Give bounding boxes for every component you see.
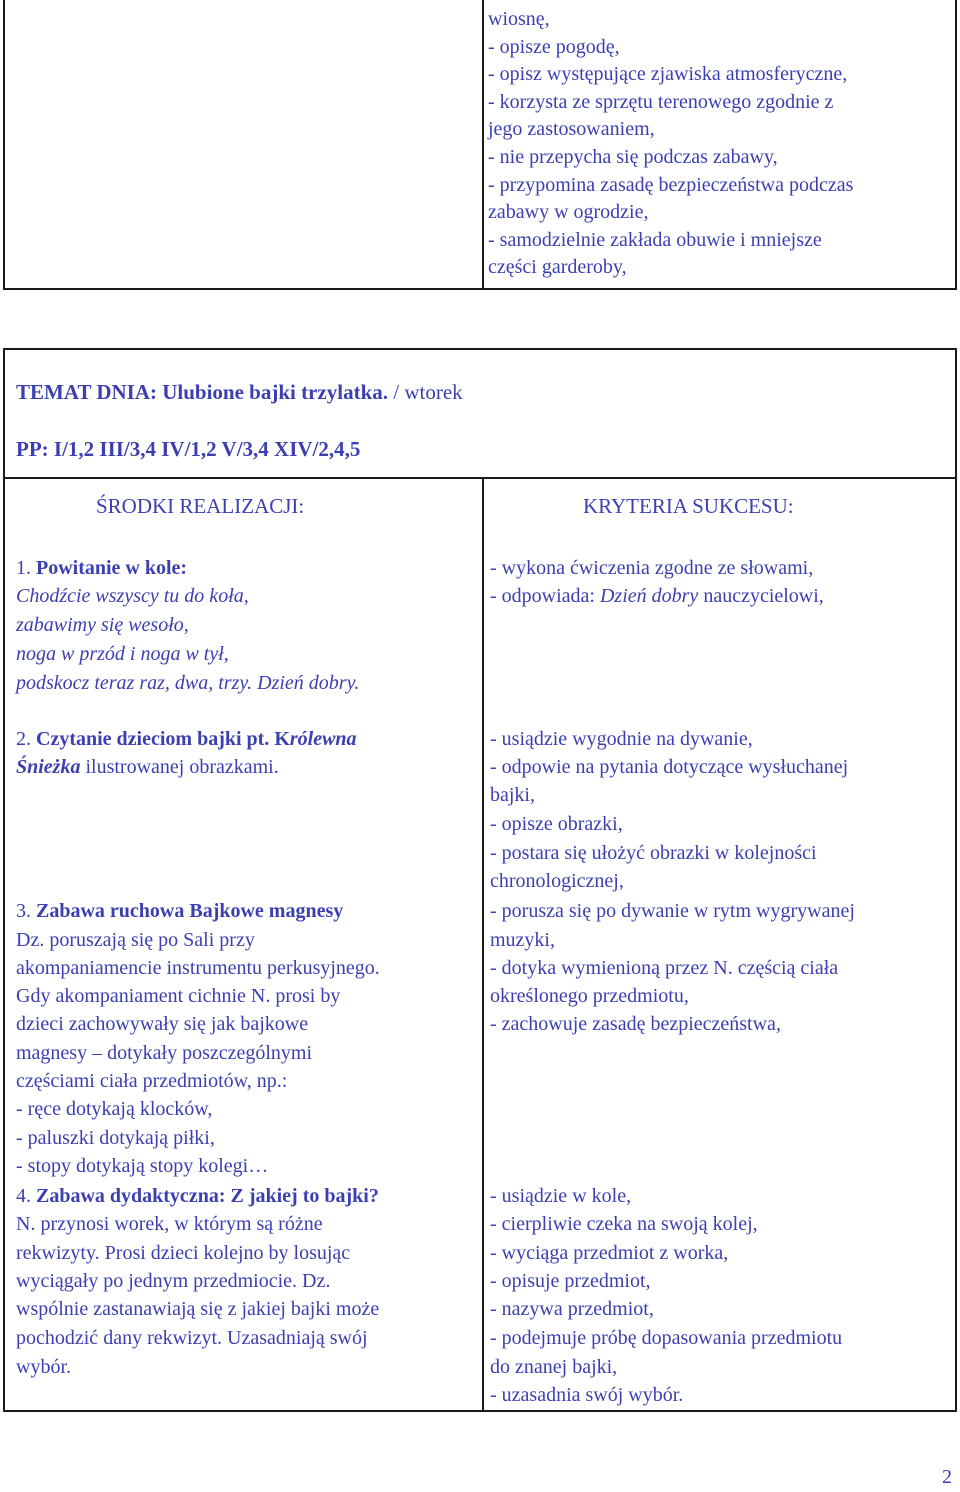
top-line: - opisz występujące zjawiska atmosferyczne, [488, 63, 848, 86]
activity-3-line: dzieci zachowywały się jak bajkowe [16, 1013, 309, 1035]
criteria-line: do znanej bajki, [490, 1356, 618, 1378]
activity-4-line: wyciągały po jednym przedmiocie. Dz. [16, 1270, 331, 1292]
activity-4-line: N. przynosi worek, w którym są różne [16, 1213, 323, 1235]
criteria-line: - usiądzie wygodnie na dywanie, [490, 728, 753, 750]
column-divider [482, 479, 484, 1410]
activity-4-title [16, 1183, 379, 1210]
criteria-line: - postara się ułożyć obrazki w kolejności [490, 842, 817, 864]
activity-2-line [16, 754, 279, 781]
criteria-line: - wyciąga przedmiot z worka, [490, 1242, 729, 1264]
criteria-line: - opisuje przedmiot, [490, 1270, 651, 1292]
criteria-line [490, 583, 824, 610]
activity-number: 2. [16, 728, 36, 750]
activity-3-line: - paluszki dotykają piłki, [16, 1127, 215, 1149]
activity-number: 3. [16, 900, 36, 922]
column-divider [482, 0, 484, 288]
criteria-line: bajki, [490, 784, 535, 806]
activity-3-line: magnesy – dotykały poszczególnymi [16, 1042, 313, 1064]
book-title-part: Śnieżka [16, 756, 81, 778]
activity-title: Zabawa dydaktyczna: Z jakiej to bajki? [36, 1185, 379, 1207]
criteria-line: chronologicznej, [490, 870, 624, 892]
activity-4-line: pochodzić dany rekwizyt. Uzasadniają swój [16, 1327, 368, 1349]
criteria-line: - dotyka wymienioną przez N. częścią ciała [490, 957, 839, 979]
poem-line: noga w przód i noga w tył, [16, 643, 229, 665]
criteria-text: - odpowiada: [490, 585, 600, 607]
activity-title-k: K [274, 728, 290, 750]
activity-number: 4. [16, 1185, 36, 1207]
topic-day: / wtorek [388, 380, 463, 404]
top-line: wiosnę, [488, 8, 550, 30]
activity-title: Powitanie w kole: [36, 557, 188, 579]
activity-4-line: wybór. [16, 1356, 71, 1378]
activity-3-line: - ręce dotykają klocków, [16, 1098, 213, 1120]
activity-title: Zabawa ruchowa Bajkowe magnesy [36, 900, 344, 922]
criteria-line: - odpowie na pytania dotyczące wysłuchanej [490, 756, 849, 778]
criteria-line: - porusza się po dywanie w rytm wygrywanej [490, 900, 855, 922]
top-line: - samodzielnie zakłada obuwie i mniejsze [488, 228, 822, 251]
top-right-cell [488, 6, 948, 282]
activity-number: 1. [16, 557, 36, 579]
top-line: - opisze pogodę, [488, 35, 620, 58]
activity-4-line: wspólnie zastanawiają się z jakiej bajki może [16, 1298, 380, 1320]
page-number: 2 [942, 1466, 952, 1488]
criteria-line: - zachowuje zasadę bezpieczeństwa, [490, 1013, 781, 1035]
top-line: - przypomina zasadę bezpieczeństwa podczas [488, 173, 854, 196]
activity-3-line: Dz. poruszają się po Sali przy [16, 929, 255, 951]
criteria-greeting: Dzień dobry [599, 585, 699, 607]
poem-line: zabawimy się wesoło, [16, 614, 189, 636]
top-line: jego zastosowaniem, [488, 118, 655, 141]
criteria-text: nauczycielowi, [698, 585, 824, 607]
activity-3-line: częściami ciała przedmiotów, np.: [16, 1070, 288, 1092]
activity-text: ilustrowanej obrazkami. [80, 756, 279, 778]
poem-line: podskocz teraz raz, dwa, trzy. Dzień dobry. [16, 672, 360, 694]
criteria-line: - usiądzie w kole, [490, 1185, 632, 1207]
criteria-line: - wykona ćwiczenia zgodne ze słowami, [490, 557, 814, 579]
left-column-title: ŚRODKI REALIZACJI: [96, 494, 305, 518]
right-column-title: KRYTERIA SUKCESU: [583, 494, 794, 518]
activity-3-title [16, 898, 343, 925]
activity-title: Czytanie dzieciom bajki pt. [36, 728, 275, 750]
header-divider [5, 477, 955, 479]
top-line: - korzysta ze sprzętu terenowego zgodnie z [488, 90, 834, 113]
top-line: części garderoby, [488, 256, 627, 279]
activity-1-title [16, 555, 187, 582]
topic-heading [16, 379, 463, 406]
criteria-line: - nazywa przedmiot, [490, 1298, 654, 1320]
criteria-line: muzyki, [490, 929, 555, 951]
criteria-line: - podejmuje próbę dopasowania przedmiotu [490, 1327, 843, 1349]
criteria-line: - cierpliwie czeka na swoją kolej, [490, 1213, 758, 1235]
top-line: zabawy w ogrodzie, [488, 201, 649, 224]
criteria-line: - uzasadnia swój wybór. [490, 1384, 684, 1406]
criteria-line: - opisze obrazki, [490, 813, 623, 835]
criteria-line: określonego przedmiotu, [490, 985, 689, 1007]
top-line: - nie przepycha się podczas zabawy, [488, 145, 778, 168]
core-curriculum: PP: I/1,2 III/3,4 IV/1,2 V/3,4 XIV/2,4,5 [16, 437, 361, 461]
topic-label: TEMAT DNIA: Ulubione bajki trzylatka. [16, 380, 389, 404]
book-title-part: rólewna [289, 728, 357, 750]
poem-line: Chodźcie wszyscy tu do koła, [16, 585, 249, 607]
activity-3-line: Gdy akompaniament cichnie N. prosi by [16, 985, 341, 1007]
activity-3-line: akompaniamencie instrumentu perkusyjnego. [16, 957, 380, 979]
activity-4-line: rekwizyty. Prosi dzieci kolejno by losując [16, 1242, 351, 1264]
activity-2-title [16, 726, 357, 753]
activity-3-line: - stopy dotykają stopy kolegi… [16, 1155, 269, 1177]
